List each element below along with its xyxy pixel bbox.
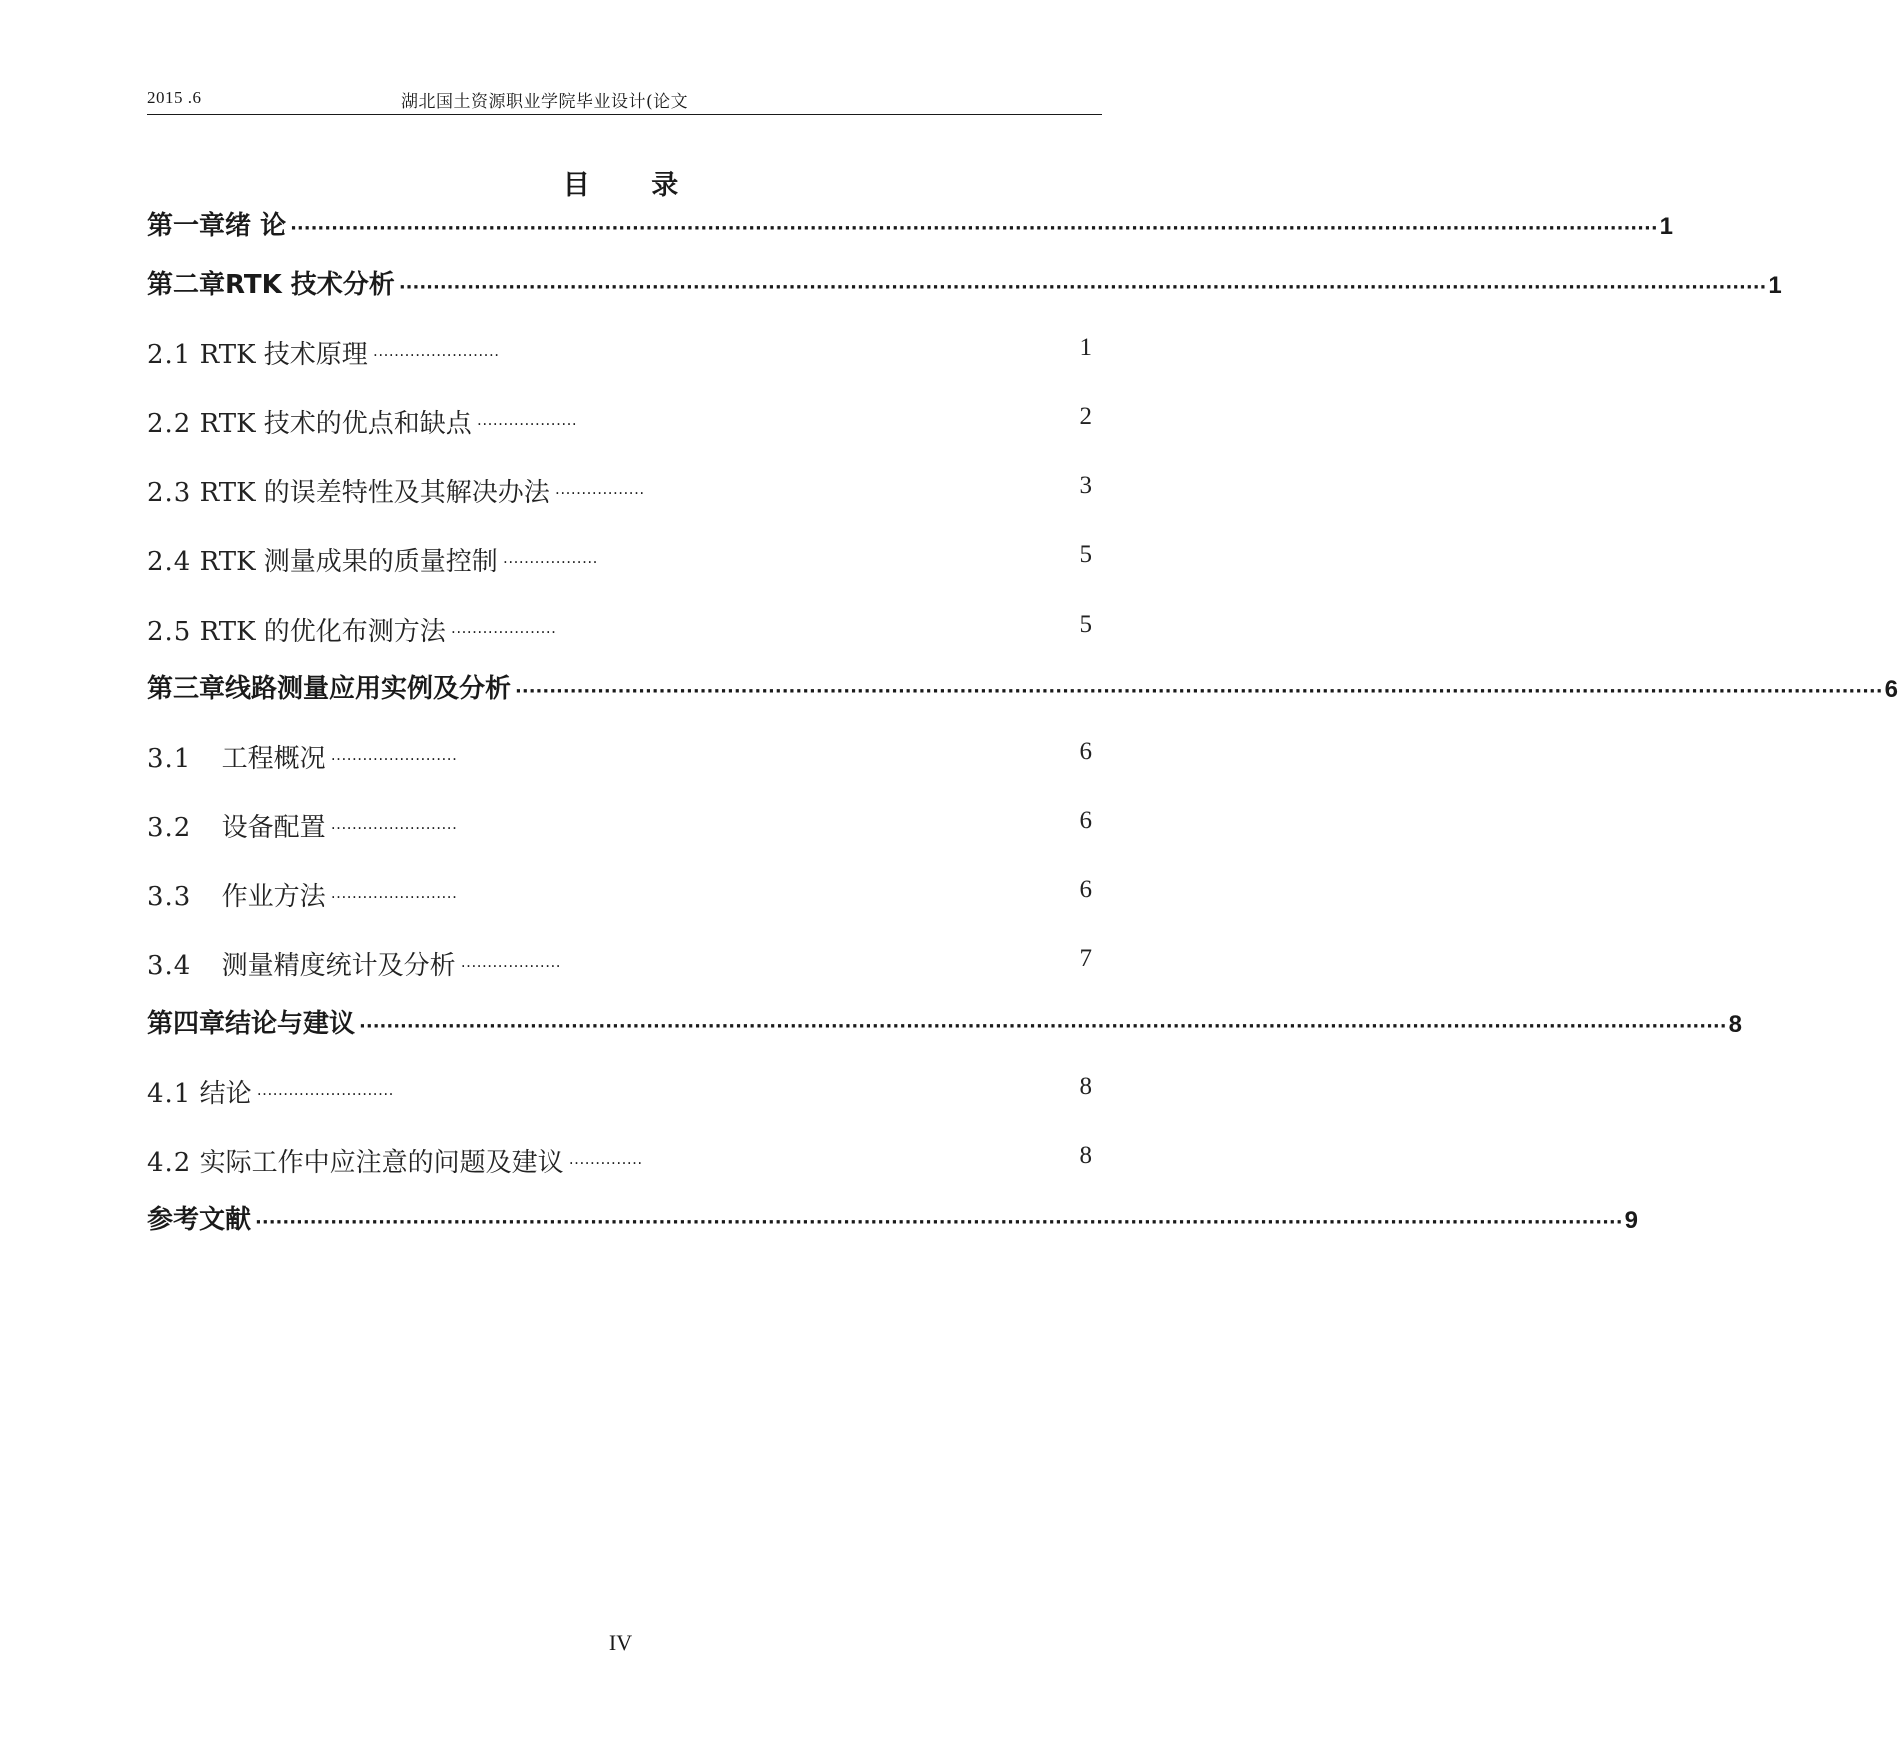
toc-entry-page: 8	[1079, 1073, 1092, 1100]
toc-entry-title: 结论与建议	[225, 1009, 356, 1039]
toc-chapter-entry[interactable]	[147, 264, 1782, 301]
toc-entry-title: RTK 技术的优点和缺点	[199, 409, 472, 439]
toc-entry-number: 2.2	[147, 409, 192, 439]
toc-section-entry[interactable]	[147, 334, 1092, 371]
toc-dot-leader: ··············	[563, 1154, 643, 1173]
toc-entry-title: RTK 的优化布测方法	[199, 617, 446, 647]
toc-entry-title: RTK 测量成果的质量控制	[199, 547, 498, 577]
toc-entry-title: RTK 技术分析	[225, 270, 395, 300]
toc-entry-page: 8	[1728, 1011, 1742, 1038]
toc-entry-title: 作业方法	[221, 882, 326, 912]
toc-entry-page: 6	[1079, 738, 1092, 765]
toc-section-entry[interactable]	[147, 1142, 1092, 1179]
toc-section-entry[interactable]	[147, 876, 1092, 913]
toc-title: 目 录	[562, 170, 705, 201]
toc-entry-number: 第二章	[147, 270, 226, 300]
toc-entry-page: 2	[1079, 403, 1092, 430]
toc-entry-page: 1	[1659, 213, 1674, 240]
toc-entry-number: 第四章	[147, 1009, 226, 1039]
toc-section-entry[interactable]	[147, 738, 1092, 775]
toc-entry-title: 参考文献	[147, 1205, 252, 1235]
toc-entry-page: 1	[1079, 334, 1092, 361]
toc-dot-leader: ························	[325, 750, 458, 769]
toc-entry-page: 1	[1768, 272, 1782, 299]
toc-entry-number: 2.4	[147, 547, 192, 577]
toc-entry-page: 6	[1884, 676, 1898, 703]
toc-dot-leader: ························	[325, 888, 458, 907]
toc-dot-leader: ························	[325, 819, 458, 838]
toc-entry-page: 9	[1624, 1207, 1638, 1234]
toc-chapter-entry[interactable]	[147, 1199, 1638, 1236]
toc-entry-title: 实际工作中应注意的问题及建议	[199, 1148, 564, 1178]
toc-entry-number: 第三章	[147, 674, 226, 704]
toc-dot-leader: ········································································································································································································	[515, 681, 1883, 702]
header-title: 湖北国土资源职业学院毕业设计(论文	[401, 92, 689, 112]
toc-section-entry[interactable]	[147, 945, 1092, 982]
toc-dot-leader: ····················	[445, 623, 557, 642]
toc-dot-leader: ·················	[549, 484, 645, 503]
toc-section-entry[interactable]	[147, 807, 1092, 844]
toc-entry-page: 5	[1079, 611, 1092, 638]
toc-dot-leader: ··················	[497, 553, 598, 572]
toc-entry-title: 绪 论	[225, 211, 287, 241]
toc-entry-number: 3.4	[147, 951, 192, 981]
toc-entry-number: 2.3	[147, 478, 192, 508]
toc-dot-leader: ··························	[251, 1085, 394, 1104]
toc-entry-number: 3.2	[147, 813, 192, 843]
toc-entry-title: 设备配置	[221, 813, 326, 843]
toc-entry-title: RTK 技术原理	[199, 340, 368, 370]
toc-entry-page: 3	[1079, 472, 1092, 499]
toc-entry-title: 线路测量应用实例及分析	[225, 674, 512, 704]
toc-entry-number: 4.1	[147, 1079, 192, 1109]
page-header	[147, 86, 1102, 115]
toc-section-entry[interactable]	[147, 403, 1092, 440]
toc-entry-page: 7	[1079, 945, 1092, 972]
toc-chapter-entry[interactable]	[147, 205, 1674, 242]
header-date: 2015 .6	[147, 88, 202, 107]
toc-entry-number: 第一章	[147, 211, 226, 241]
toc-entry-title: RTK 的误差特性及其解决办法	[199, 478, 550, 508]
toc-dot-leader: ········································································································································································································	[398, 277, 1767, 298]
toc-dot-leader: ···················	[455, 957, 562, 976]
toc-entry-page: 6	[1079, 807, 1092, 834]
toc-entry-number: 2.1	[147, 340, 192, 370]
toc-entry-page: 5	[1079, 541, 1092, 568]
toc-entry-page: 8	[1079, 1142, 1092, 1169]
toc-dot-leader: ········································································································································································································	[255, 1212, 1623, 1233]
toc-entry-page: 6	[1079, 876, 1092, 903]
toc-dot-leader: ········································································································································································································	[359, 1016, 1727, 1037]
footer-page-number: IV	[608, 1630, 633, 1655]
toc-chapter-entry[interactable]	[147, 668, 1898, 705]
toc-entry-title: 结论	[199, 1079, 252, 1109]
toc-section-entry[interactable]	[147, 472, 1092, 509]
toc-section-entry[interactable]	[147, 1073, 1092, 1110]
toc-dot-leader: ························	[367, 346, 500, 365]
toc-entry-number: 4.2	[147, 1148, 192, 1178]
toc-entry-number: 3.3	[147, 882, 192, 912]
toc-dot-leader: ········································································································································································································	[290, 218, 1658, 239]
toc-entry-number: 2.5	[147, 617, 192, 647]
toc-entry-title: 测量精度统计及分析	[221, 951, 456, 981]
toc-chapter-entry[interactable]	[147, 1003, 1742, 1040]
toc-section-entry[interactable]	[147, 611, 1092, 648]
toc-dot-leader: ···················	[471, 415, 578, 434]
toc-section-entry[interactable]	[147, 541, 1092, 578]
toc-entry-title: 工程概况	[221, 744, 326, 774]
toc-entry-number: 3.1	[147, 744, 192, 774]
